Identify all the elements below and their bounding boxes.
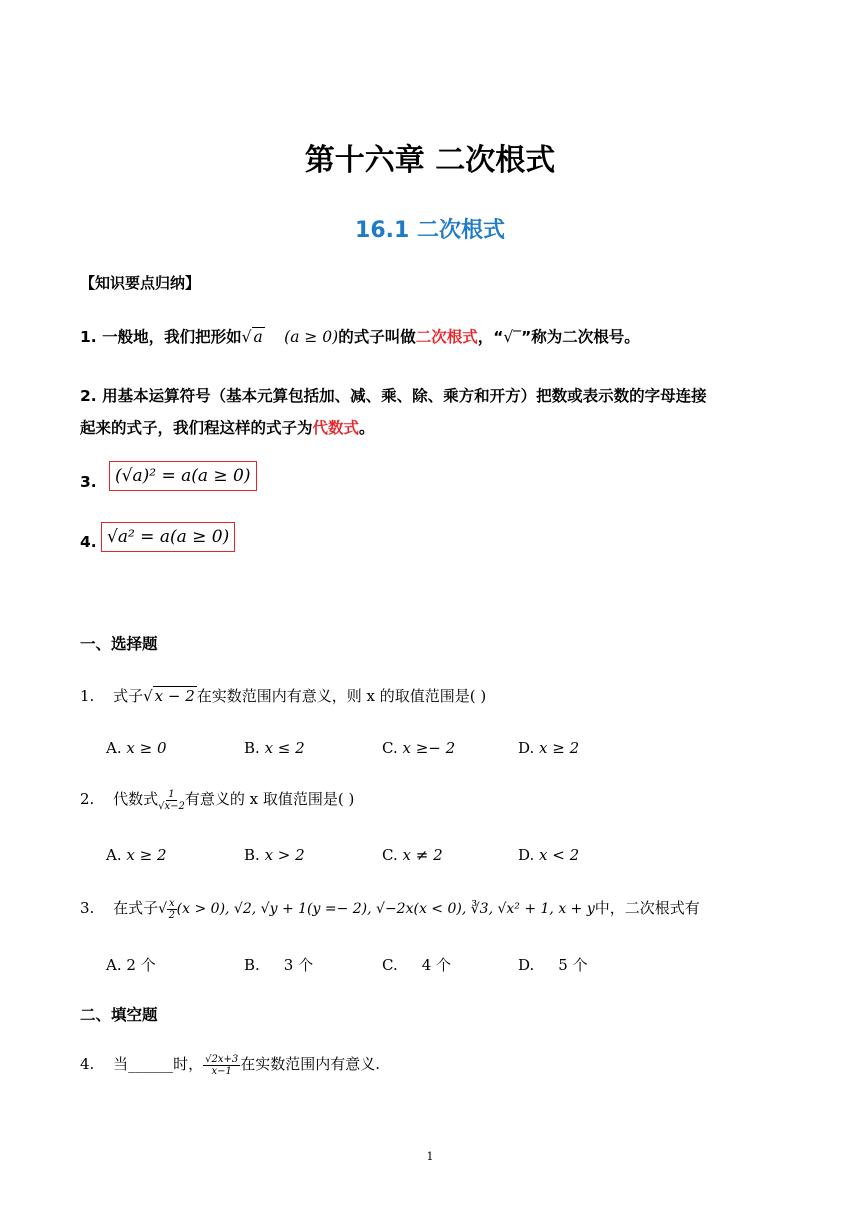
point-text: 。 [359,419,375,437]
option-text: x ≥ 0 [126,739,167,757]
option-b[interactable] [244,954,313,975]
option-label: C. [382,956,398,974]
option-label: B. [244,956,260,974]
option-d[interactable] [518,954,588,975]
point-number: 4. [80,533,97,551]
condition: (a ≥ 0) [284,328,339,346]
option-text: 3 个 [283,956,314,974]
fraction-denominator: √x−2 [158,800,185,812]
expression-list: (x > 0), √2, √y + 1(y =− 2), √−2x(x < 0), ∛3, √x² + 1, x + y [176,901,595,917]
options-row [106,846,666,868]
option-text: x ≠ 2 [402,846,443,864]
option-text: x ≥ 2 [126,846,167,864]
option-text: x > 2 [264,846,305,864]
option-label: D. [518,846,535,864]
fraction-denominator: x−1 [211,1065,232,1077]
option-b[interactable] [244,846,305,864]
option-text: x ≥ 2 [539,739,580,757]
option-text: x < 2 [539,846,580,864]
options-row [106,954,666,976]
question-text: 在实数范围内有意义，则 x 的取值范围是( ) [196,687,487,705]
option-label: D. [518,739,535,757]
option-text: 4 个 [421,956,452,974]
term-quadratic-radical: 二次根式 [415,328,478,346]
option-text: 2 个 [126,956,156,974]
point-number: 1. [80,328,97,346]
chapter-title: 第十六章 二次根式 [304,143,556,178]
question-1: 1. 式子√ x − 2 在实数范围内有意义，则 x 的取值范围是( ) [80,687,487,705]
question-4 [80,1053,380,1077]
option-text: x ≤ 2 [264,739,305,757]
option-text: x ≥− 2 [402,739,456,757]
radicand: a [253,328,263,346]
question-number: 1. [80,687,95,705]
question-text: 在实数范围内有意义. [240,1055,381,1073]
option-label: D. [518,956,535,974]
option-a[interactable] [106,846,167,864]
question-number: 2. [80,790,95,808]
question-text: 在式子 [113,899,159,917]
fraction [203,1054,240,1077]
question-text: 式子 [113,687,144,705]
formula-box: (√a)² = a(a ≥ 0) [109,461,257,491]
point-text: 起来的式子，我们程这样的式子为 [80,419,313,437]
option-text: 5 个 [558,956,588,974]
question-text: 有意义的 x 取值范围是( ) [184,790,355,808]
point-text: ，“ [477,328,504,346]
answer-blank[interactable]: ______ [128,1055,174,1073]
option-d[interactable] [518,846,579,864]
options-row [106,739,666,761]
radicand: x − 2 [154,687,195,705]
question-text: 当 [113,1055,129,1073]
point-text: 用基本运算符号（基本元算包括加、减、乘、除、乘方和开方）把数或表示数的字母连接 [102,387,707,405]
option-a[interactable] [106,954,156,975]
point-number: 3. [80,473,97,491]
option-c[interactable] [382,954,451,975]
question-number: 3. [80,899,95,917]
section-title: 16.1 二次根式 [355,218,505,243]
option-label: A. [106,846,122,864]
point-text: 一般地，我们把形如 [102,328,242,346]
fraction-numerator: √2x+3 [205,1053,239,1065]
option-d[interactable] [518,739,579,757]
question-number: 4. [80,1055,95,1073]
question-text: 中，二次根式有 [594,899,700,917]
option-label: B. [244,846,260,864]
question-text: 代数式 [113,790,159,808]
option-c[interactable] [382,739,455,757]
option-b[interactable] [244,739,305,757]
section-heading-choice: 一、选择题 [80,635,158,653]
radical-sign-icon: √‾ [503,328,522,346]
option-label: C. [382,846,398,864]
knowledge-point-1: 1. 一般地，我们把形如√ a (a ≥ 0)的式子叫做二次根式，“√‾”称为二次根号。 [80,328,640,346]
question-3: 3. 在式子√ $\frac{x}{2}$ (x > 0), √2, √y + 1(y =− 2), √−2x(x < 0), ∛3, √x² + 1, x + y中，二次根式有 [80,897,700,921]
option-c[interactable] [382,846,443,864]
summary-heading: 【知识要点归纳】 [80,274,201,292]
option-a[interactable] [106,739,167,757]
section-heading-fill-in: 二、填空题 [80,1006,158,1024]
fraction-numerator: 1 [168,788,175,800]
point-text: 的式子叫做 [338,328,416,346]
question-2 [80,788,354,812]
point-number: 2. [80,387,97,405]
formula-box: √a² = a(a ≥ 0) [101,522,235,552]
option-label: C. [382,739,398,757]
point-text: ”称为二次根号。 [521,328,640,346]
fraction [158,789,185,812]
question-text: 时， [173,1055,204,1073]
term-algebraic-expression: 代数式 [312,419,360,437]
option-label: A. [106,739,122,757]
page-number: 1 [426,1150,434,1163]
option-label: A. [106,956,122,974]
option-label: B. [244,739,260,757]
knowledge-point-2 [80,380,800,444]
